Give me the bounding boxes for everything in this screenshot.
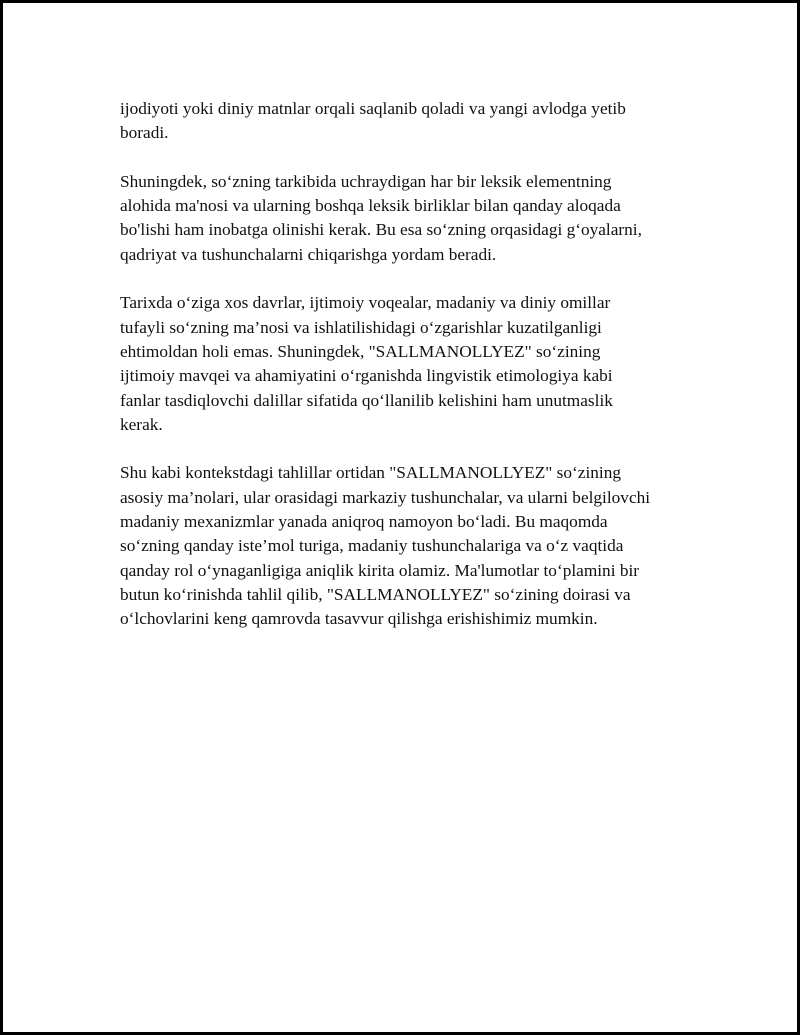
document-body <box>120 97 710 656</box>
paragraph-4: Shu kabi kontekstdagi tahlillar ortidan "SALLMANOLLYEZ" so‘zining asosiy ma’nolari, ular orasidagi markaziy tushunchalar, va ularni belgilovchi madaniy mexanizmlar yanada aniqroq namoyon bo‘ladi. Bu maqomda so‘zning qanday iste’mol turiga, madaniy tushunchalariga va o‘z vaqtida qanday rol o‘ynaganligiga aniqlik kirita olamiz. Ma'lumotlar to‘plamini bir butun ko‘rinishda tahlil qilib, "SALLMANOLLYEZ" so‘zining doirasi va o‘lchovlarini keng qamrovda tasavvur qilishga erishishimiz mumkin. <box>120 463 651 629</box>
paragraph-3: Tarixda o‘ziga xos davrlar, ijtimoiy voqealar, madaniy va diniy omillar tufayli so‘zning ma’nosi va ishlatilishidagi o‘zgarishlar kuzatilganligi ehtimoldan holi emas. Shuningdek, "SALLMANOLLYEZ" so‘zining ijtimoiy mavqei va ahamiyatini o‘rganishda lingvistik etimologiya kabi fanlar tasdiqlovchi dalillar sifatida qo‘llanilib kelishini ham unutmaslik kerak. <box>120 293 613 434</box>
paragraph-1: ijodiyoti yoki diniy matnlar orqali saqlanib qoladi va yangi avlodga yetib boradi. <box>120 99 626 143</box>
paragraph-2: Shuningdek, so‘zning tarkibida uchraydigan har bir leksik elementning alohida ma'nosi va ularning boshqa leksik birliklar bilan qanday aloqada bo'lishi ham inobatga olinishi kerak. Bu esa so‘zning orqasidagi g‘oyalarni, qadriyat va tushunchalarni chiqarishga yordam beradi. <box>120 171 642 264</box>
